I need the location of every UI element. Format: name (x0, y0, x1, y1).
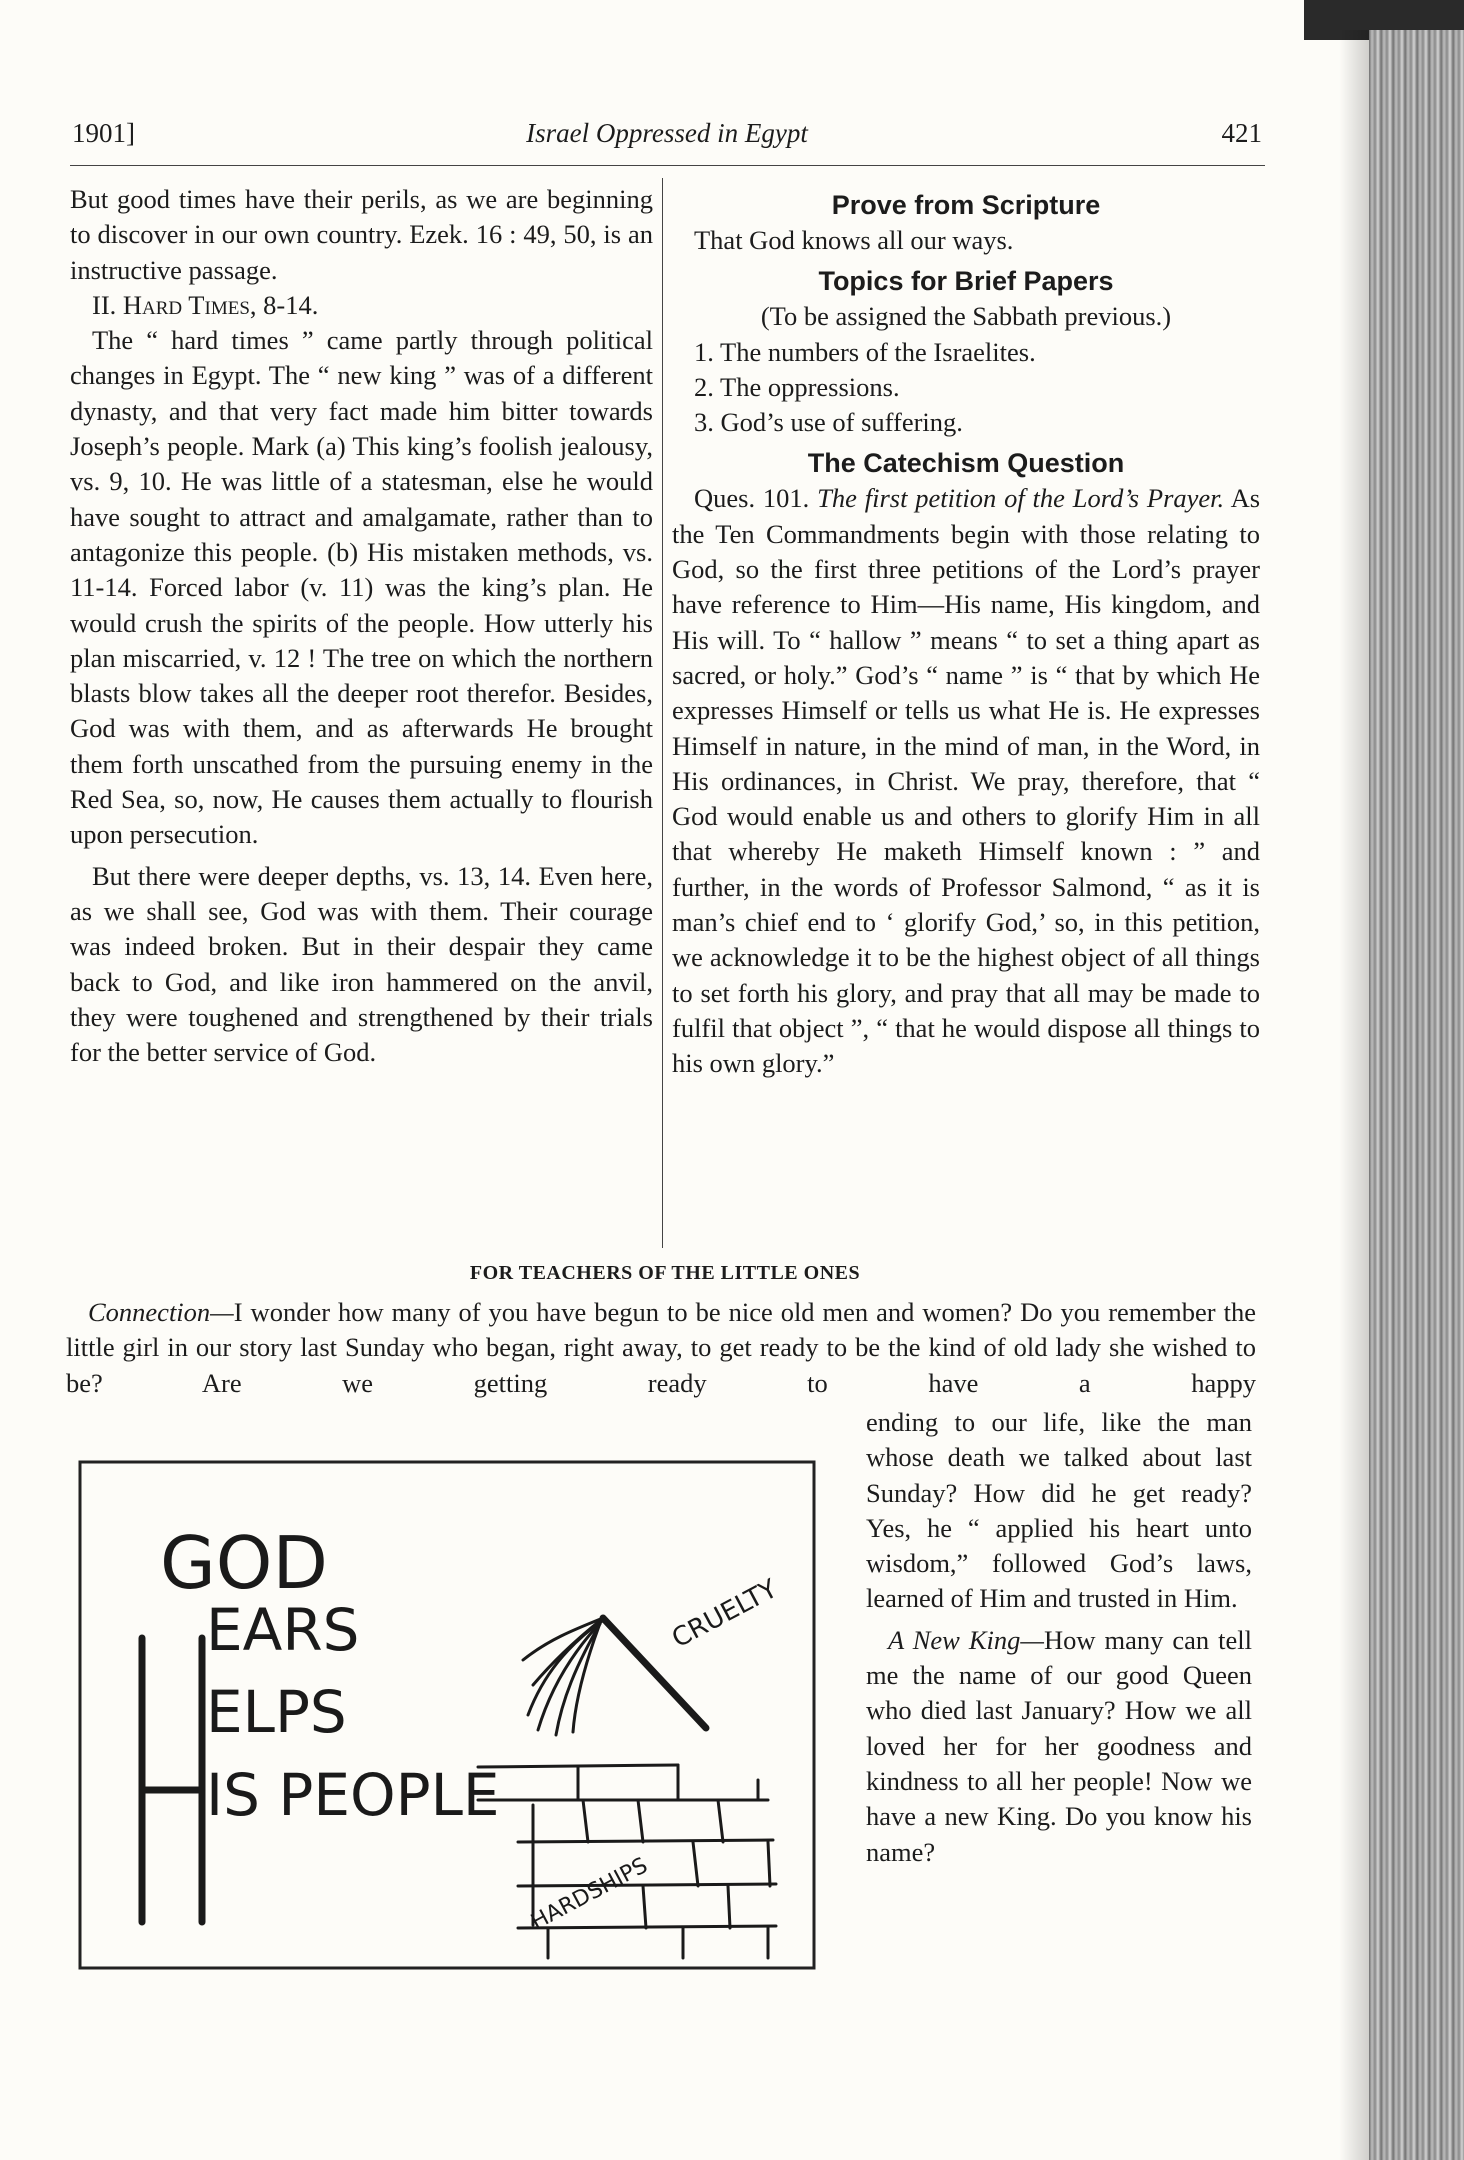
illus-elps: ELPS (206, 1678, 347, 1746)
new-king-text: How many can tell me the name of our good Queen who died last January? How we all loved her for her goodness and kindness to all her people! Now we have a new King. Do you know his name? (866, 1624, 1253, 1867)
gutter-shadow (1339, 30, 1369, 2160)
new-king-paragraph (866, 1623, 1252, 1870)
connection-label: Connection— (88, 1297, 234, 1327)
blackboard-illustration (78, 1460, 816, 1970)
section-heading-hard-times: II. Hard Times, 8-14. (92, 289, 319, 320)
topic-item: 2. The oppressions. (694, 371, 900, 402)
catechism-lead: Ques. 101. (694, 483, 810, 514)
illus-god: GOD (160, 1521, 328, 1605)
new-king-label: A New King— (888, 1624, 1044, 1655)
paragraph-deeper-depths: But there were deeper depths, vs. 13, 14. Even here, as we shall see, God was with them. Their courage was indeed broken. But in their despair they came back to God, and like iron hammered on the anvil, they were toughened and strengthened by their trials for the better service of God. (70, 860, 653, 1068)
continued-paragraph: ending to our life, like the man whose death we talked about last Sunday? How did he get ready? Yes, he “ applied his heart unto wisdom,” followed God’s laws, learned of Him and trusted in Him. (866, 1407, 1252, 1614)
paragraph-hard-times: The “ hard times ” came partly through political changes in Egypt. The “ new king ” was of a different dynasty, and that very fact made him bitter towards Joseph’s people. Mark (a) This king’s foolish jealousy, vs. 9, 10. He was little of a statesman, else he would have sought to attract and amalgamate, rather than to antagonize this people. (b) His mistaken methods, vs. 11-14. Forced labor (v. 11) was the king’s plan. He would crush the spirits of the people. How utterly his plan miscarried, v. 12 ! The tree on which the northern blasts blow takes all the deeper root therefor. Besides, God was with them, and as afterwards He brought them forth unscathed from the pursuing enemy in the Red Sea, so, now, He causes them actually to flourish upon persecution. (70, 325, 653, 850)
column-divider (662, 178, 663, 1248)
page-number: 421 (1221, 118, 1262, 148)
prove-text: That God knows all our ways. (694, 225, 1014, 255)
big-h-label: H (172, 1680, 173, 1681)
connection-text: I wonder how many of you have begun to be nice old men and women? Do you remember the little girl in our story last Sunday who began, right away, to get ready to be the kind of old lady she wished to be? Are we getting ready to have a happy (66, 1297, 1256, 1398)
illus-is-people: IS PEOPLE (206, 1761, 500, 1829)
topic-item: 3. God’s use of suffering. (694, 407, 963, 438)
header-title: Israel Oppressed in Egypt (526, 118, 808, 148)
little-ones-heading: FOR TEACHERS OF THE LITTLE ONES (469, 1262, 861, 1284)
topic-item: 1. The numbers of the Israelites. (694, 336, 1036, 367)
big-h-letter (142, 1638, 202, 1922)
header-year: 1901] (72, 118, 135, 148)
topics-note: (To be assigned the Sabbath previous.) (760, 301, 1172, 332)
right-column (672, 188, 1260, 1082)
catechism-paragraph (672, 481, 1260, 1081)
catechism-text: As the Ten Commandments begin with those relating to God, so the first three petitions of the Lord’s prayer have reference to Him—His name, His kingdom, and His will. To “ hallow ” means “ to set a thing apart as sacred, or holy.” God’s “ name ” is “ that by which He expresses Himself or tells us what He is. He expresses Himself in nature, in the mind of man, in the Word, in His ordinances, in Christ. We pray, therefore, that “ God would enable us and others to glorify Him in all that whereby He maketh Himself known : ” and further, in the words of Professor Salmond, “ as it is man’s chief end to ‘ glorify God,’ so, in this petition, we acknowledge it to be the highest object of all things to set forth his glory, and pray that all may be made to fulfil that object ”, “ that he would dispose all things to his own glory.” (672, 483, 1261, 1079)
running-header (72, 118, 1262, 158)
topics-heading: Topics for Brief Papers (818, 266, 1114, 297)
paragraph-perils: But good times have their perils, as we are beginning to discover in our own country. Ezek. 16 : 49, 50, is an instructive passage. (70, 184, 653, 285)
illus-ears: EARS (206, 1596, 360, 1664)
book-spine (1369, 30, 1464, 2160)
connection-paragraph (66, 1295, 1256, 1401)
catechism-title: The first petition of the Lord’s Prayer. (817, 483, 1225, 514)
illus-cruelty: CRUELTY (667, 1574, 783, 1655)
right-bottom-column (866, 1405, 1252, 1870)
illus-hardships: HARDSHIPS (527, 1853, 652, 1936)
prove-heading: Prove from Scripture (831, 190, 1101, 220)
header-rule (70, 165, 1265, 166)
left-column (70, 182, 653, 1070)
catechism-heading: The Catechism Question (807, 448, 1125, 479)
